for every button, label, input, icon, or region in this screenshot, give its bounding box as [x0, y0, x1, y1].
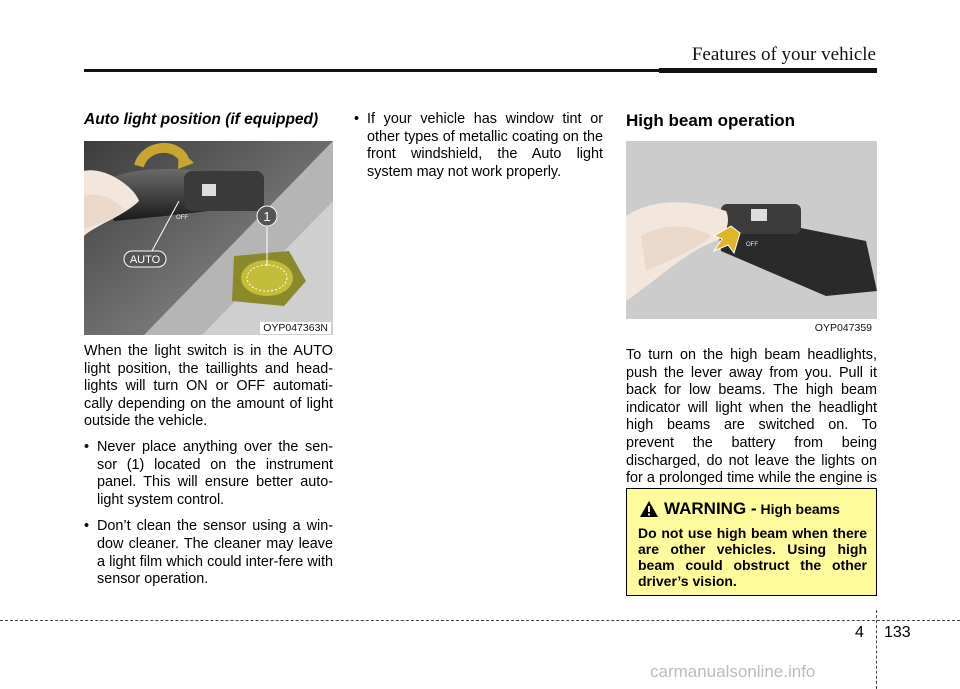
warning-box: [626, 488, 877, 596]
footer-divider: [876, 610, 877, 689]
sensor-callout: 1: [263, 209, 271, 224]
off-label: OFF: [176, 215, 188, 221]
high-beam-body: To turn on the high beam headlights, push the lever away from you. Pull it back for low beams. The high beam indicator will light when the headlight high beams are switched on. To prevent the battery from being discharged, do not leave the lights on for a prolonged time while the engine is: [626, 347, 877, 487]
list-item: • Don’t clean the sensor using a win-dow cleaner. The cleaner may leave a light film which could inter-fere with sensor operation.: [84, 518, 333, 588]
auto-light-illustration: [84, 141, 333, 335]
footer-rule: [0, 620, 960, 621]
auto-light-bullets: [84, 439, 333, 589]
warning-title: WARNING -: [664, 499, 757, 518]
window-tint-bullets: [354, 111, 603, 181]
warning-triangle-icon: [639, 500, 659, 518]
page-number: 133: [884, 624, 911, 641]
high-beam-illustration: [626, 141, 877, 335]
middle-column-text: [354, 111, 603, 190]
figure-code: OYP047363N: [260, 322, 331, 334]
header-rule-accent: [659, 68, 877, 73]
warning-subtitle: High beams: [760, 501, 840, 517]
figure-code: OYP047359: [812, 322, 875, 334]
header-title: Features of your vehicle: [691, 44, 876, 65]
warning-header: [639, 499, 840, 519]
right-column-text: [626, 347, 877, 505]
chapter-number: 4: [855, 624, 864, 641]
high-beam-title: High beam operation: [626, 111, 796, 130]
auto-light-intro: When the light switch is in the AUTO light position, the taillights and head-lights will turn ON or OFF automati-cally depending on the amount of light outside the vehicle.: [84, 343, 333, 430]
auto-light-figure: [84, 141, 333, 335]
warning-body: Do not use high beam when there are other vehicles. Using high beam could obstruct the other driver’s vision.: [638, 525, 867, 589]
left-column-text: [84, 343, 333, 598]
off-label: OFF: [746, 242, 758, 248]
list-item: • Never place anything over the sen-sor (1) located on the instrument panel. This will ensure better auto-light system control.: [84, 439, 333, 509]
watermark: carmanualsonline.info: [650, 662, 816, 681]
high-beam-figure: [626, 141, 877, 335]
auto-light-subheading: Auto light position (if equipped): [84, 111, 319, 128]
auto-label: AUTO: [129, 254, 161, 266]
list-item: • If your vehicle has window tint or other types of metallic coating on the front windshield, the Auto light system may not work properly.: [354, 111, 603, 181]
